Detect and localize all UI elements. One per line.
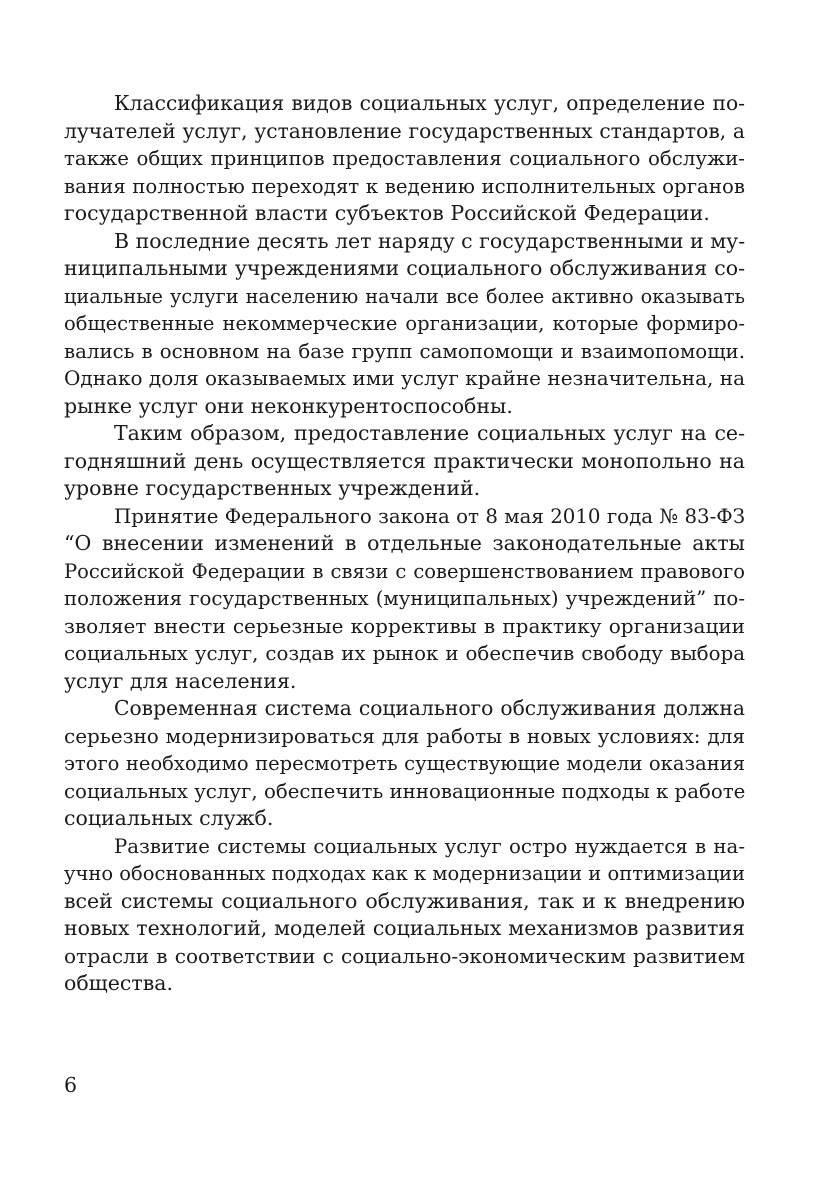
text-line: ниципальными учреждениями социального обслуживания со- [64, 256, 745, 280]
paragraph-5 [64, 695, 745, 833]
text-line: также общих принципов предоставления социального обслужи- [64, 147, 745, 170]
text-line: вались в основном на базе групп самопомощи и взаимопомощи. [64, 339, 745, 363]
text-line: отрасли в соответствии с социально-экономическим развитием [64, 943, 745, 968]
text-line: вания полностью переходят к ведению исполнительных органов [64, 174, 745, 198]
text-line: зволяет внести серьезные коррективы в практику организации [64, 613, 745, 638]
text-line: Современная система социального обслуживания должна [114, 696, 745, 720]
text-line: услуг для населения. [64, 668, 297, 693]
text-line: серьезно модернизироваться для работы в новых условиях: для [64, 723, 745, 748]
page-number: 6 [64, 1073, 78, 1097]
text-line: рынке услуг они неконкурентоспособны. [64, 393, 513, 418]
text-line: Таким образом, предоставление социальных услуг на се- [114, 421, 745, 445]
text-line: Классификация видов социальных услуг, определение по- [114, 91, 745, 115]
text-line: Российской Федерации в связи с совершенствованием правового [64, 559, 745, 583]
paragraph-1 [64, 90, 745, 228]
text-line: учно обоснованных подходах как к модернизации и оптимизации [64, 862, 745, 885]
text-line: общественные некоммерческие организации, которые формиро- [64, 312, 745, 335]
text-line: общества. [64, 971, 173, 995]
text-line: “О внесении изменений в отдельные законодательные акты [64, 531, 745, 555]
text-line: Принятие Федерального закона от 8 мая 2010 года № 83-ФЗ [114, 504, 745, 528]
text-line: социальных услуг, создав их рынок и обеспечив свободу выбора [64, 642, 745, 665]
text-line: годняшний день осуществляется практически монопольно на [64, 448, 745, 473]
text-line: циальные услуги населению начали все более активно оказывать [64, 284, 745, 308]
body-text [64, 90, 745, 998]
paragraph-3 [64, 420, 745, 503]
text-line: социальных служб. [64, 806, 274, 830]
text-line: уровне государственных учреждений. [64, 476, 481, 500]
paragraph-4 [64, 503, 745, 696]
text-line: новых технологий, моделей социальных механизмов развития [64, 916, 745, 940]
text-line: В последние десять лет наряду с государственными и му- [114, 228, 746, 253]
text-line: всей системы социального обслуживания, так и к внедрению [64, 888, 745, 913]
text-line: государственной власти субъектов Российской Федерации. [64, 201, 710, 225]
paragraph-6 [64, 833, 745, 998]
text-line: лучателей услуг, установление государственных стандартов, а [64, 118, 745, 143]
text-line: Однако доля оказываемых ими услуг крайне незначительна, на [64, 366, 745, 390]
text-line: этого необходимо пересмотреть существующие модели оказания [64, 752, 745, 775]
paragraph-2 [64, 228, 745, 421]
text-line: Развитие системы социальных услуг остро нуждается в на- [114, 834, 745, 858]
text-line: положения государственных (муниципальных) учреждений” по- [64, 587, 745, 610]
text-line: социальных услуг, обеспечить инновационные подходы к работе [64, 779, 746, 803]
